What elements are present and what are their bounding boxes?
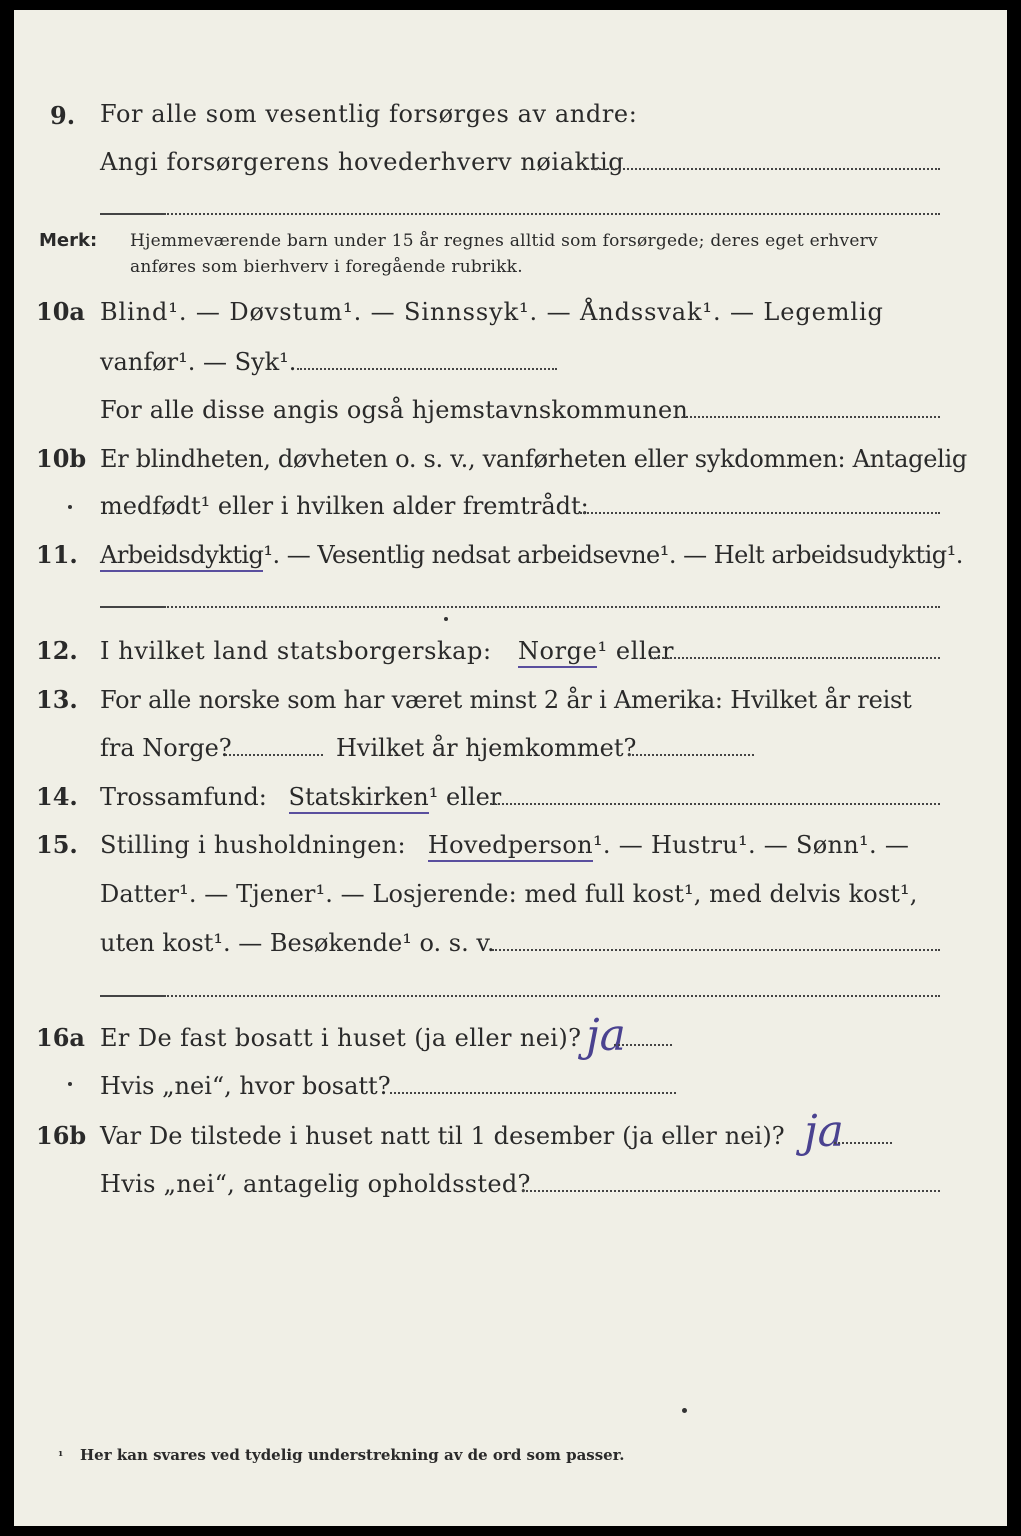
q13-line1: For alle norske som har været minst 2 år i Amerika: Hvilket år reist — [100, 686, 912, 714]
q10b-line1: Er blindheten, døvheten o. s. v., vanførheten eller sykdommen: Antagelig — [100, 445, 967, 473]
q10a-line1: Blind¹. — Døvstum¹. — Sinnssyk¹. — Åndssvak¹. — Legemlig — [100, 298, 884, 326]
census-form-page — [14, 10, 1007, 1526]
q16a-line1: Er De fast bosatt i huset (ja eller nei)? — [100, 1024, 582, 1052]
q15-underlined-answer: Hovedperson — [428, 831, 593, 862]
q16b-answer-field — [834, 1142, 892, 1144]
q11-rest: ¹. — Vesentlig nedsat arbeidsevne¹. — Helt arbeidsudyktig¹. — [263, 541, 963, 569]
separator-short-3 — [100, 995, 164, 997]
q15-post: ¹. — Hustru¹. — Sønn¹. — — [592, 831, 910, 859]
footnote-text: Her kan svares ved tydelig understrekning av de ord som passer. — [80, 1446, 625, 1464]
merk-label: Merk: — [39, 230, 98, 251]
q10a-kommune-field — [682, 416, 940, 418]
q9-line2: Angi forsørgerens hovederhverv nøiaktig — [100, 148, 625, 176]
q14-answer-field — [490, 803, 940, 805]
q9-line1: For alle som vesentlig forsørges av andre: — [100, 100, 638, 128]
q10b-line2: medfødt¹ eller i hvilken alder fremtrådt: — [100, 492, 589, 520]
q16b-handwritten-answer: ja — [804, 1106, 844, 1157]
merk-line1: Hjemmeværende barn under 15 år regnes alltid som forsørgede; deres eget erhverv — [130, 231, 878, 251]
q15-line2: Datter¹. — Tjener¹. — Losjerende: med full kost¹, med delvis kost¹, — [100, 880, 918, 908]
q11-number: 11. — [36, 540, 78, 569]
q15-line3: uten kost¹. — Besøkende¹ o. s. v. — [100, 929, 495, 957]
q14-pre: Trossamfund: — [100, 783, 267, 811]
q12-number: 12. — [36, 636, 78, 665]
q16b-opholdssted-field — [522, 1190, 940, 1192]
margin-mark-2 — [68, 1082, 72, 1086]
q11-underlined-answer: Arbeidsdyktig — [100, 541, 263, 572]
q16b-line2: Hvis „nei“, antagelig opholdssted? — [100, 1170, 531, 1198]
q15-separator — [164, 995, 940, 997]
q10a-line3: For alle disse angis også hjemstavnskommunen — [100, 396, 689, 424]
q13-line2a: fra Norge? — [100, 734, 232, 762]
q10a-syk-field — [297, 368, 557, 370]
q10a-line2: vanfør¹. — Syk¹. — [100, 348, 297, 376]
q16a-handwritten-answer: ja — [586, 1010, 626, 1061]
q11-separator — [164, 606, 940, 608]
q10a-number: 10a — [36, 297, 85, 326]
q16a-bosatt-field — [390, 1092, 676, 1094]
q11-line — [100, 543, 963, 567]
q15-answer-field — [492, 949, 940, 951]
q9-answer-field-2 — [164, 213, 940, 215]
q16b-number: 16b — [36, 1121, 87, 1150]
q12-line — [100, 639, 674, 663]
footnote-mark: ¹ — [58, 1449, 64, 1463]
q14-post: ¹ eller — [428, 783, 502, 811]
ink-dot-2 — [682, 1408, 687, 1413]
q14-line — [100, 785, 501, 809]
q16a-number: 16a — [36, 1023, 85, 1052]
q13-line2b: Hvilket år hjemkommet? — [336, 734, 637, 762]
q9-answer-field — [584, 168, 940, 170]
q13-number: 13. — [36, 685, 78, 714]
ink-dot — [444, 617, 448, 621]
merk-line2: anføres som bierhverv i foregående rubrikk. — [130, 257, 523, 277]
q12-post: ¹ eller — [597, 637, 675, 665]
q10b-answer-field — [580, 512, 940, 514]
q16b-line1: Var De tilstede i huset natt til 1 desember (ja eller nei)? — [100, 1122, 785, 1150]
q16a-answer-field — [614, 1044, 672, 1046]
q12-pre: I hvilket land statsborgerskap: — [100, 637, 492, 665]
q15-pre: Stilling i husholdningen: — [100, 831, 406, 859]
separator-short-2 — [100, 606, 164, 608]
q15-number: 15. — [36, 830, 78, 859]
q10b-number: 10b — [36, 444, 87, 473]
q13-reist-field — [225, 754, 323, 756]
q14-number: 14. — [36, 782, 78, 811]
q12-underlined-answer: Norge — [518, 637, 598, 668]
q12-answer-field — [650, 657, 940, 659]
margin-mark — [68, 505, 72, 509]
separator-short — [100, 213, 164, 215]
q14-underlined-answer: Statskirken — [289, 783, 429, 814]
q15-line1 — [100, 833, 909, 857]
q16a-line2: Hvis „nei“, hvor bosatt? — [100, 1072, 391, 1100]
q9-number: 9. — [50, 101, 76, 130]
q13-hjemkommet-field — [628, 754, 754, 756]
